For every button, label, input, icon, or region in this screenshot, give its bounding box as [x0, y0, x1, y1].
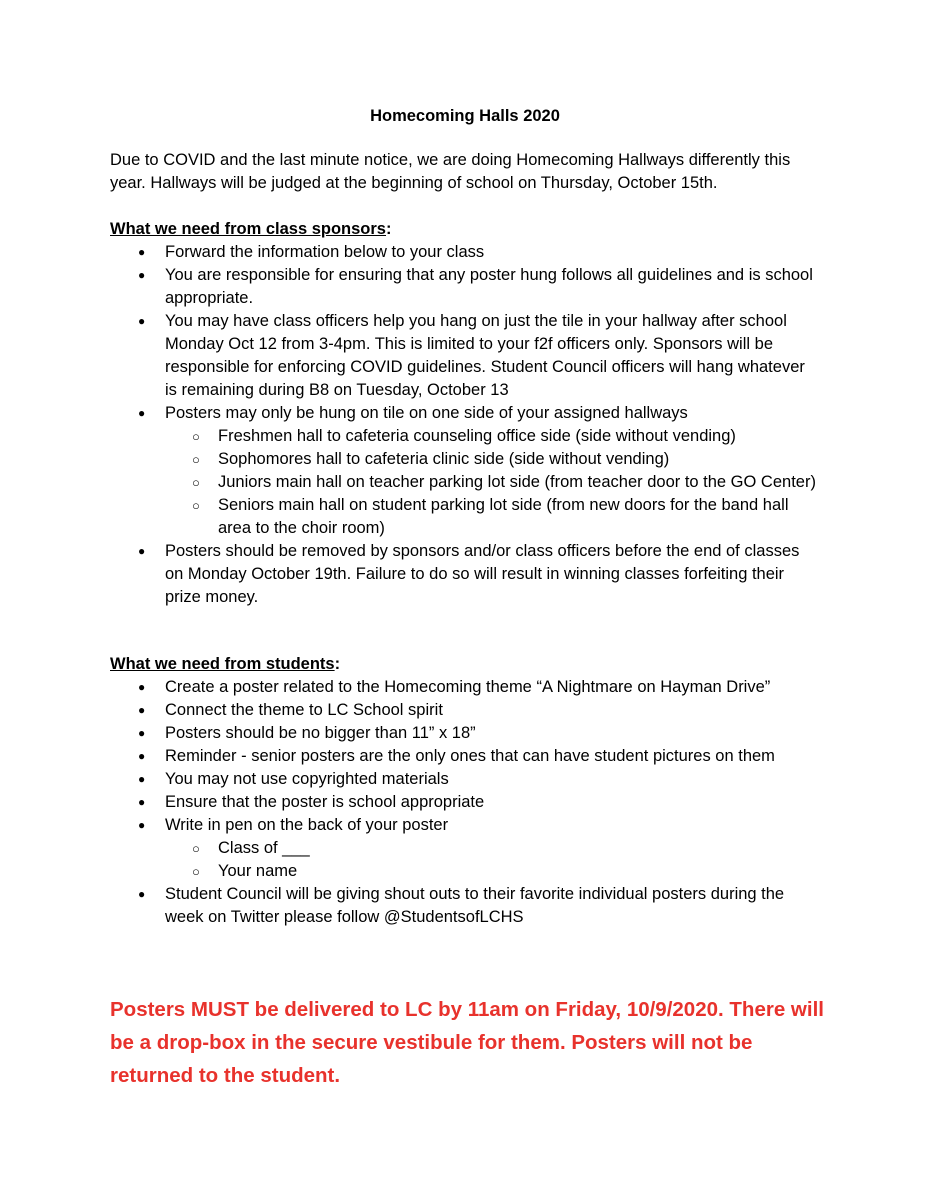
poster-label-sublist [165, 837, 820, 883]
sublist-item [165, 837, 820, 860]
circle-bullet-icon: ○ [192, 841, 200, 856]
bullet-icon: ● [138, 887, 146, 901]
list-item [110, 540, 820, 609]
sublist-item [165, 448, 820, 471]
bullet-icon: ● [138, 680, 146, 694]
sublist-item-text: Seniors main hall on student parking lot side (from new doors for the band hall area to the choir room) [218, 496, 789, 537]
bullet-icon: ● [138, 703, 146, 717]
students-list [110, 676, 820, 929]
circle-bullet-icon: ○ [192, 498, 200, 513]
bullet-icon: ● [138, 795, 146, 809]
sublist-item-text: Class of ___ [218, 839, 310, 857]
bullet-icon: ● [138, 544, 146, 558]
sublist-item [165, 471, 820, 494]
list-item-text: Posters may only be hung on tile on one side of your assigned hallways [165, 404, 688, 422]
list-item [110, 768, 820, 791]
bullet-icon: ● [138, 726, 146, 740]
students-heading-text: What we need from students [110, 655, 335, 673]
list-item [110, 745, 820, 768]
list-item [110, 676, 820, 699]
list-item-text: Reminder - senior posters are the only ones that can have student pictures on them [165, 747, 775, 765]
sublist-item-text: Juniors main hall on teacher parking lot side (from teacher door to the GO Center) [218, 473, 816, 491]
bullet-icon: ● [138, 268, 146, 282]
sublist-item [165, 425, 820, 448]
list-item [110, 241, 820, 264]
students-heading [110, 653, 340, 676]
bullet-icon: ● [138, 314, 146, 328]
list-item-text: You may have class officers help you hang on just the tile in your hallway after school Monday Oct 12 from 3-4pm. This is limited to your f2f officers only. Sponsors will be responsible for enforcing COVID guidelines. Student Council officers will hang whatever is remaining during B8 on Tuesday, October 13 [165, 312, 805, 399]
list-item [110, 814, 820, 883]
sponsors-list [110, 241, 820, 609]
circle-bullet-icon: ○ [192, 475, 200, 490]
list-item [110, 264, 820, 310]
list-item [110, 791, 820, 814]
list-item [110, 722, 820, 745]
list-item [110, 699, 820, 722]
list-item-text: Posters should be no bigger than 11” x 18” [165, 724, 476, 742]
sublist-item-text: Sophomores hall to cafeteria clinic side (side without vending) [218, 450, 670, 468]
circle-bullet-icon: ○ [192, 429, 200, 444]
document-title: Homecoming Halls 2020 [370, 107, 560, 125]
list-item-text: Ensure that the poster is school appropriate [165, 793, 485, 811]
bullet-icon: ● [138, 406, 146, 420]
list-item [110, 402, 820, 540]
list-item [110, 883, 820, 929]
sublist-item [165, 860, 820, 883]
sponsors-heading [110, 218, 392, 241]
bullet-icon: ● [138, 772, 146, 786]
sponsors-heading-colon: : [386, 220, 392, 238]
bullet-icon: ● [138, 818, 146, 832]
list-item-text: Connect the theme to LC School spirit [165, 701, 443, 719]
list-item-text: Create a poster related to the Homecoming theme “A Nightmare on Hayman Drive” [165, 678, 771, 696]
list-item-text: Posters should be removed by sponsors and/or class officers before the end of classes on Monday October 19th. Failure to do so will result in winning classes forfeiting their prize money. [165, 542, 800, 606]
list-item-text: You may not use copyrighted materials [165, 770, 449, 788]
delivery-notice: Posters MUST be delivered to LC by 11am on Friday, 10/9/2020. There will be a drop-box in the secure vestibule for them. Posters will not be returned to the student. [110, 998, 824, 1087]
list-item-text: Student Council will be giving shout outs to their favorite individual posters during the week on Twitter please follow @StudentsofLCHS [165, 885, 785, 926]
sublist-item [165, 494, 820, 540]
list-item-text: You are responsible for ensuring that any poster hung follows all guidelines and is school appropriate. [165, 266, 813, 307]
bullet-icon: ● [138, 245, 146, 259]
bullet-icon: ● [138, 749, 146, 763]
list-item-text: Forward the information below to your class [165, 243, 485, 261]
circle-bullet-icon: ○ [192, 452, 200, 467]
circle-bullet-icon: ○ [192, 864, 200, 879]
sublist-item-text: Your name [218, 862, 298, 880]
students-heading-colon: : [334, 655, 341, 673]
hallway-sublist [165, 425, 820, 540]
sponsors-heading-text: What we need from class sponsors [110, 220, 386, 238]
list-item [110, 310, 820, 402]
list-item-text: Write in pen on the back of your poster [165, 816, 449, 834]
sublist-item-text: Freshmen hall to cafeteria counseling office side (side without vending) [218, 427, 736, 445]
intro-paragraph: Due to COVID and the last minute notice, we are doing Homecoming Hallways differently this year. Hallways will be judged at the beginning of school on Thursday, October 15th. [110, 151, 791, 192]
